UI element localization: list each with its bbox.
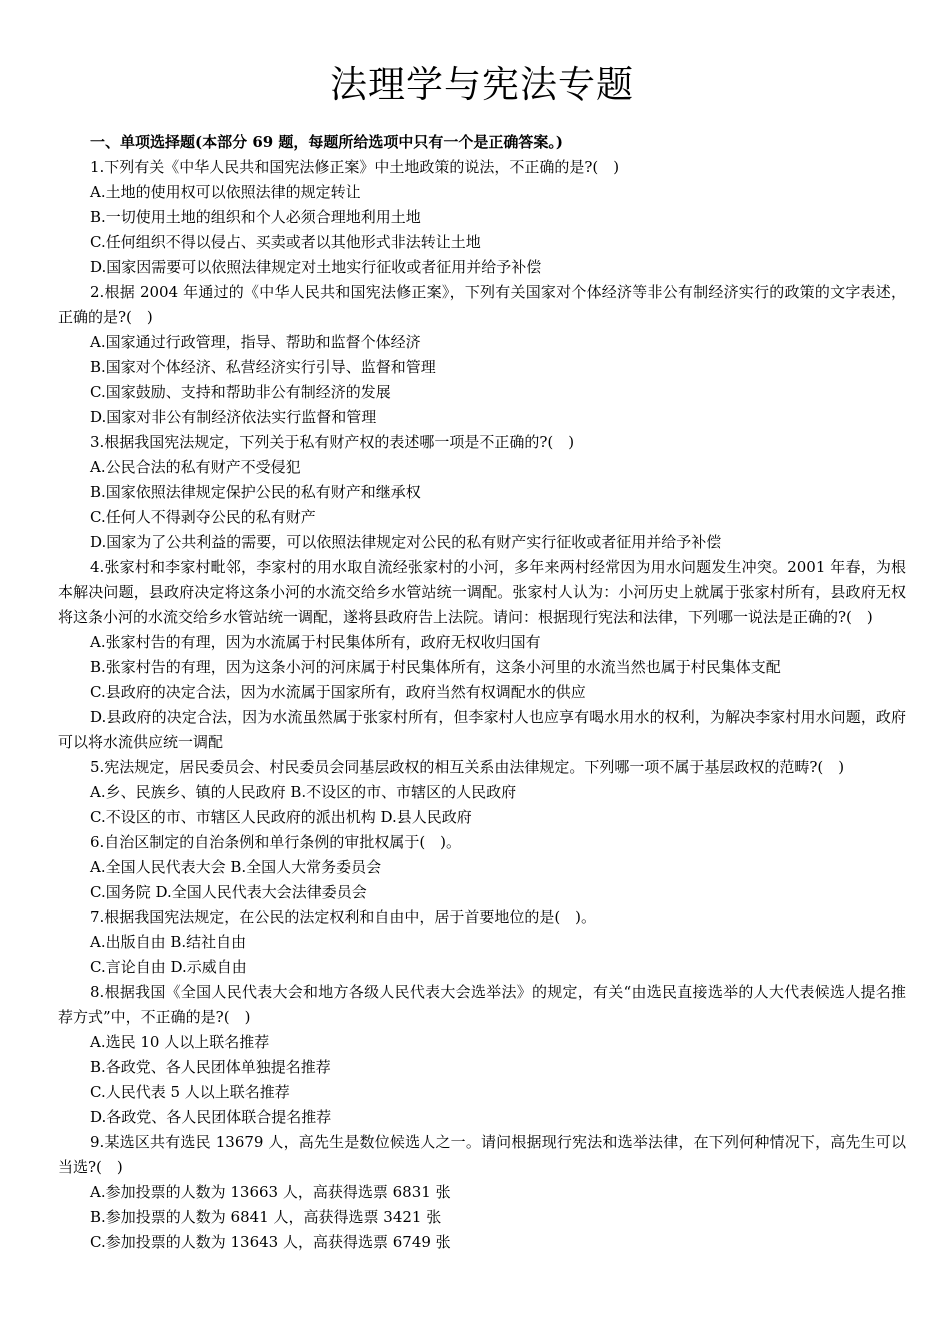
answer-option: A.选民 10 人以上联名推荐 xyxy=(90,1033,270,1051)
answer-option: C.人民代表 5 人以上联名推荐 xyxy=(90,1083,290,1101)
question-text: 8.根据我国《全国人民代表大会和地方各级人民代表大会选举法》的规定，有关“由选民直接选举的人大代表候选人提名推荐方式”中，不正确的是?( ) xyxy=(58,983,906,1026)
answer-option: B.国家依照法律规定保护公民的私有财产和继承权 xyxy=(90,483,421,501)
question-text: 4.张家村和李家村毗邻，李家村的用水取自流经张家村的小河，多年来两村经常因为用水问题发生冲突。2001 年春，为根本解决问题，县政府决定将这条小河的水流交给乡水管站统一调配。张家村人认为：小河历史上就属于张家村所有，县政府无权将这条小河的水流交给乡水管站统一调配，遂将县政府告上法院。请问：根据现行宪法和法律，下列哪一说法是正确的?( ) xyxy=(58,558,906,626)
answer-option: A.乡、民族乡、镇的人民政府 B.不设区的市、市辖区的人民政府 xyxy=(90,783,517,801)
answer-option: D.国家因需要可以依照法律规定对土地实行征收或者征用并给予补偿 xyxy=(90,258,542,276)
question-text: 3.根据我国宪法规定，下列关于私有财产权的表述哪一项是不正确的?( ) xyxy=(90,433,575,451)
answer-option: B.张家村告的有理，因为这条小河的河床属于村民集体所有，这条小河里的水流当然也属于村民集体支配 xyxy=(90,658,781,676)
question-1 xyxy=(58,155,906,280)
question-8 xyxy=(58,980,906,1130)
answer-option: C.国务院 D.全国人民代表大会法律委员会 xyxy=(90,883,367,901)
answer-option: A.国家通过行政管理，指导、帮助和监督个体经济 xyxy=(90,333,421,351)
question-list xyxy=(58,155,906,1255)
answer-option: C.任何组织不得以侵占、买卖或者以其他形式非法转让土地 xyxy=(90,233,481,251)
answer-option: A.张家村告的有理，因为水流属于村民集体所有，政府无权收归国有 xyxy=(90,633,541,651)
question-text: 2.根据 2004 年通过的《中华人民共和国宪法修正案》，下列有关国家对个体经济等非公有制经济实行的政策的文字表述，正确的是?( ) xyxy=(58,283,906,326)
question-6 xyxy=(58,830,906,905)
answer-option: D.各政党、各人民团体联合提名推荐 xyxy=(90,1108,332,1126)
answer-option: B.各政党、各人民团体单独提名推荐 xyxy=(90,1058,331,1076)
answer-option: D.县政府的决定合法，因为水流虽然属于张家村所有，但李家村人也应享有喝水用水的权利，为解决李家村用水问题，政府可以将水流供应统一调配 xyxy=(58,708,906,751)
answer-option: A.土地的使用权可以依照法律的规定转让 xyxy=(90,183,361,201)
question-3 xyxy=(58,430,906,555)
question-9 xyxy=(58,1130,906,1255)
question-text: 1.下列有关《中华人民共和国宪法修正案》中土地政策的说法，不正确的是?( ) xyxy=(90,158,620,176)
question-7 xyxy=(58,905,906,980)
answer-option: D.国家对非公有制经济依法实行监督和管理 xyxy=(90,408,377,426)
section-heading: 一、单项选择题(本部分 69 题，每题所给选项中只有一个是正确答案。) xyxy=(90,133,564,151)
answer-option: A.公民合法的私有财产不受侵犯 xyxy=(90,458,301,476)
question-text: 6.自治区制定的自治条例和单行条例的审批权属于( )。 xyxy=(90,833,462,851)
answer-option: A.参加投票的人数为 13663 人，高获得选票 6831 张 xyxy=(90,1183,451,1201)
answer-option: A.全国人民代表大会 B.全国人大常务委员会 xyxy=(90,858,382,876)
question-text: 7.根据我国宪法规定，在公民的法定权利和自由中，居于首要地位的是( )。 xyxy=(90,908,597,926)
question-text: 9.某选区共有选民 13679 人，高先生是数位候选人之一。请问根据现行宪法和选举法律，在下列何种情况下，高先生可以当选?( ) xyxy=(58,1133,906,1176)
answer-option: C.言论自由 D.示威自由 xyxy=(90,958,247,976)
question-5 xyxy=(58,755,906,830)
answer-option: C.任何人不得剥夺公民的私有财产 xyxy=(90,508,316,526)
answer-option: C.不设区的市、市辖区人民政府的派出机构 D.县人民政府 xyxy=(90,808,472,826)
answer-option: D.国家为了公共利益的需要，可以依照法律规定对公民的私有财产实行征收或者征用并给予补偿 xyxy=(90,533,722,551)
answer-option: A.出版自由 B.结社自由 xyxy=(90,933,247,951)
answer-option: B.参加投票的人数为 6841 人，高获得选票 3421 张 xyxy=(90,1208,442,1226)
question-text: 5.宪法规定，居民委员会、村民委员会同基层政权的相互关系由法律规定。下列哪一项不属于基层政权的范畴?( ) xyxy=(90,758,845,776)
question-4 xyxy=(58,555,906,755)
answer-option: C.国家鼓励、支持和帮助非公有制经济的发展 xyxy=(90,383,391,401)
page-title: 法理学与宪法专题 xyxy=(330,63,634,106)
answer-option: B.国家对个体经济、私营经济实行引导、监督和管理 xyxy=(90,358,436,376)
answer-option: B.一切使用土地的组织和个人必须合理地利用土地 xyxy=(90,208,421,226)
answer-option: C.参加投票的人数为 13643 人，高获得选票 6749 张 xyxy=(90,1233,451,1251)
question-2 xyxy=(58,280,906,430)
answer-option: C.县政府的决定合法，因为水流属于国家所有，政府当然有权调配水的供应 xyxy=(90,683,586,701)
